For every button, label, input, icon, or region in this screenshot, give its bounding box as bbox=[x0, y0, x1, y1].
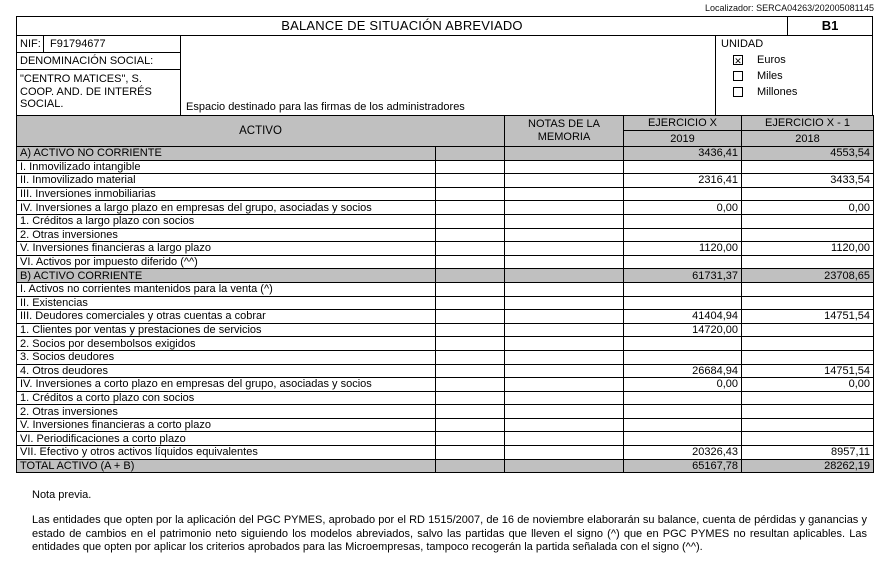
activo-label-cell: TOTAL ACTIVO (A + B) bbox=[17, 459, 436, 473]
table-row bbox=[17, 214, 874, 228]
table-row bbox=[17, 446, 874, 460]
value-2018-cell[interactable]: 14751,54 bbox=[742, 364, 874, 378]
unidad-millones-checkbox[interactable] bbox=[733, 87, 743, 97]
notas-memoria-cell[interactable] bbox=[505, 214, 624, 228]
activo-label-cell: 4. Otros deudores bbox=[17, 364, 436, 378]
column-header-ejercicio-x1: EJERCICIO X - 1 bbox=[742, 116, 874, 131]
code-cell bbox=[436, 337, 505, 351]
code-cell bbox=[436, 310, 505, 324]
value-2018-cell[interactable]: 0,00 bbox=[742, 378, 874, 392]
unidad-options bbox=[721, 54, 872, 98]
value-2018-cell[interactable]: 14751,54 bbox=[742, 310, 874, 324]
unidad-option-millones bbox=[733, 86, 872, 98]
year-x: 2019 bbox=[624, 131, 742, 147]
value-2018-cell[interactable]: 28262,19 bbox=[742, 459, 874, 473]
code-cell bbox=[436, 432, 505, 446]
unidad-option-miles bbox=[733, 70, 872, 82]
code-cell bbox=[436, 296, 505, 310]
unidad-millones-label: Millones bbox=[757, 86, 798, 98]
value-2019-cell[interactable]: 2316,41 bbox=[624, 174, 742, 188]
value-2019-cell[interactable] bbox=[624, 228, 742, 242]
value-2019-cell[interactable]: 20326,43 bbox=[624, 446, 742, 460]
table-row bbox=[17, 310, 874, 324]
note-title: Nota previa. bbox=[32, 489, 92, 502]
value-2018-cell[interactable] bbox=[742, 187, 874, 201]
note-body: Las entidades que opten por la aplicación del PGC PYMES, aprobado por el RD 1515/2007, de 16 de noviembre elaborarán su balance, cuenta de pérdidas y ganancias y estado de cambios en el patrimonio neto siguiendo los modelos abreviados, salvo las partidas que lleven el signo (^) que en PGC PYMES no resultan aplicables. Las entidades que opten por aplicar los criterios aprobados para las Microempresas, tampoco recogerán la partida señalada con el signo (^^). bbox=[32, 514, 867, 554]
value-2019-cell[interactable] bbox=[624, 337, 742, 351]
notas-memoria-cell[interactable] bbox=[505, 160, 624, 174]
value-2018-cell[interactable] bbox=[742, 350, 874, 364]
table-row bbox=[17, 147, 874, 161]
notas-memoria-cell[interactable] bbox=[505, 364, 624, 378]
value-2018-cell[interactable] bbox=[742, 337, 874, 351]
code-cell bbox=[436, 446, 505, 460]
value-2018-cell[interactable] bbox=[742, 432, 874, 446]
unidad-miles-label: Miles bbox=[757, 70, 783, 82]
value-2019-cell[interactable]: 65167,78 bbox=[624, 459, 742, 473]
value-2018-cell[interactable] bbox=[742, 228, 874, 242]
nif-row bbox=[17, 36, 180, 53]
unidad-miles-checkbox[interactable] bbox=[733, 71, 743, 81]
value-2018-cell[interactable]: 23708,65 bbox=[742, 269, 874, 283]
code-cell bbox=[436, 242, 505, 256]
activo-label-cell: II. Existencias bbox=[17, 296, 436, 310]
activo-label-cell: VII. Efectivo y otros activos líquidos equivalentes bbox=[17, 446, 436, 460]
activo-label-cell: III. Inversiones inmobiliarias bbox=[17, 187, 436, 201]
unidad-option-euros bbox=[733, 54, 872, 66]
table-header-row bbox=[17, 116, 874, 131]
code-cell bbox=[436, 323, 505, 337]
table-row bbox=[17, 242, 874, 256]
value-2019-cell[interactable]: 61731,37 bbox=[624, 269, 742, 283]
table-row bbox=[17, 323, 874, 337]
code-cell bbox=[436, 214, 505, 228]
value-2019-cell[interactable]: 1120,00 bbox=[624, 242, 742, 256]
notas-memoria-cell[interactable] bbox=[505, 337, 624, 351]
table-row bbox=[17, 350, 874, 364]
denominacion-value-field[interactable]: "CENTRO MATICES", S. COOP. AND. DE INTERÉS SOCIAL. bbox=[20, 73, 152, 110]
value-2019-cell[interactable] bbox=[624, 350, 742, 364]
value-2018-cell[interactable] bbox=[742, 405, 874, 419]
table-row bbox=[17, 255, 874, 269]
notas-memoria-cell[interactable] bbox=[505, 228, 624, 242]
column-header-ejercicio-x: EJERCICIO X bbox=[624, 116, 742, 131]
balance-table bbox=[16, 115, 874, 473]
activo-label-cell: VI. Periodificaciones a corto plazo bbox=[17, 432, 436, 446]
table-row bbox=[17, 337, 874, 351]
code-cell bbox=[436, 187, 505, 201]
value-2018-cell[interactable]: 0,00 bbox=[742, 201, 874, 215]
value-2018-cell[interactable]: 4553,54 bbox=[742, 147, 874, 161]
table-row bbox=[17, 201, 874, 215]
notas-memoria-cell[interactable] bbox=[505, 405, 624, 419]
table-row bbox=[17, 228, 874, 242]
code-cell bbox=[436, 350, 505, 364]
unidad-box bbox=[715, 36, 872, 115]
code-cell bbox=[436, 269, 505, 283]
value-2018-cell[interactable] bbox=[742, 282, 874, 296]
notas-memoria-cell[interactable] bbox=[505, 255, 624, 269]
activo-label-cell: V. Inversiones financieras a largo plazo bbox=[17, 242, 436, 256]
code-cell bbox=[436, 160, 505, 174]
unidad-euros-label: Euros bbox=[757, 54, 786, 66]
code-cell bbox=[436, 405, 505, 419]
unidad-label: UNIDAD bbox=[721, 38, 764, 50]
value-2018-cell[interactable]: 3433,54 bbox=[742, 174, 874, 188]
page-title: BALANCE DE SITUACIÓN ABREVIADO bbox=[281, 18, 523, 33]
value-2019-cell[interactable] bbox=[624, 255, 742, 269]
signature-note: Espacio destinado para las firmas de los administradores bbox=[186, 101, 465, 113]
activo-label-cell: 1. Créditos a corto plazo con socios bbox=[17, 391, 436, 405]
notas-memoria-cell[interactable] bbox=[505, 174, 624, 188]
notas-memoria-cell[interactable] bbox=[505, 296, 624, 310]
table-row bbox=[17, 174, 874, 188]
localizador bbox=[0, 0, 879, 16]
activo-label-cell: B) ACTIVO CORRIENTE bbox=[17, 269, 436, 283]
code-cell bbox=[436, 174, 505, 188]
table-row bbox=[17, 160, 874, 174]
notas-memoria-cell[interactable] bbox=[505, 147, 624, 161]
balance-form-sheet bbox=[16, 16, 873, 555]
table-row bbox=[17, 187, 874, 201]
table-row bbox=[17, 391, 874, 405]
notas-memoria-cell[interactable] bbox=[505, 446, 624, 460]
value-2018-cell[interactable] bbox=[742, 214, 874, 228]
table-row bbox=[17, 459, 874, 473]
denominacion-label: DENOMINACIÓN SOCIAL: bbox=[17, 53, 180, 70]
value-2019-cell[interactable] bbox=[624, 160, 742, 174]
notas-memoria-cell[interactable] bbox=[505, 378, 624, 392]
notas-memoria-cell[interactable] bbox=[505, 269, 624, 283]
table-row bbox=[17, 405, 874, 419]
notas-memoria-cell[interactable] bbox=[505, 418, 624, 432]
notas-memoria-cell[interactable] bbox=[505, 350, 624, 364]
activo-label-cell: A) ACTIVO NO CORRIENTE bbox=[17, 147, 436, 161]
value-2019-cell[interactable] bbox=[624, 214, 742, 228]
year-x1: 2018 bbox=[742, 131, 874, 147]
value-2019-cell[interactable]: 0,00 bbox=[624, 378, 742, 392]
value-2018-cell[interactable]: 8957,11 bbox=[742, 446, 874, 460]
code-cell bbox=[436, 282, 505, 296]
notas-memoria-cell[interactable] bbox=[505, 242, 624, 256]
value-2018-cell[interactable] bbox=[742, 255, 874, 269]
notas-memoria-cell[interactable] bbox=[505, 323, 624, 337]
footer-notes bbox=[32, 489, 867, 555]
activo-label-cell: 2. Otras inversiones bbox=[17, 228, 436, 242]
table-row bbox=[17, 269, 874, 283]
code-cell bbox=[436, 201, 505, 215]
value-2019-cell[interactable]: 41404,94 bbox=[624, 310, 742, 324]
code-cell bbox=[436, 459, 505, 473]
value-2019-cell[interactable] bbox=[624, 418, 742, 432]
activo-label-cell: III. Deudores comerciales y otras cuentas a cobrar bbox=[17, 310, 436, 324]
value-2019-cell[interactable]: 26684,94 bbox=[624, 364, 742, 378]
nif-value-field[interactable]: F91794677 bbox=[50, 38, 106, 50]
column-header-activo: ACTIVO bbox=[17, 116, 505, 147]
table-row bbox=[17, 418, 874, 432]
table-row bbox=[17, 364, 874, 378]
value-2018-cell[interactable] bbox=[742, 296, 874, 310]
form-code-badge: B1 bbox=[787, 17, 872, 35]
unidad-euros-checkbox[interactable]: ✕ bbox=[734, 56, 742, 66]
value-2018-cell[interactable] bbox=[742, 323, 874, 337]
activo-label-cell: V. Inversiones financieras a corto plazo bbox=[17, 418, 436, 432]
code-cell bbox=[436, 255, 505, 269]
value-2019-cell[interactable] bbox=[624, 296, 742, 310]
title-bar bbox=[16, 16, 873, 36]
activo-label-cell: 2. Socios por desembolsos exigidos bbox=[17, 337, 436, 351]
value-2019-cell[interactable] bbox=[624, 391, 742, 405]
notas-memoria-cell[interactable] bbox=[505, 310, 624, 324]
activo-label-cell: I. Activos no corrientes mantenidos para la venta (^) bbox=[17, 282, 436, 296]
notas-label: NOTAS DE LA MEMORIA bbox=[528, 118, 600, 143]
code-cell bbox=[436, 228, 505, 242]
nif-label: NIF: bbox=[17, 36, 44, 52]
notas-memoria-cell[interactable] bbox=[505, 282, 624, 296]
value-2019-cell[interactable]: 0,00 bbox=[624, 201, 742, 215]
table-row bbox=[17, 296, 874, 310]
activo-label-cell: 3. Socios deudores bbox=[17, 350, 436, 364]
header-block bbox=[16, 36, 873, 115]
value-2019-cell[interactable] bbox=[624, 282, 742, 296]
code-cell bbox=[436, 418, 505, 432]
localizador-value: SERCA04263/202005081145 bbox=[756, 3, 874, 13]
value-2019-cell[interactable] bbox=[624, 187, 742, 201]
notas-memoria-cell[interactable] bbox=[505, 391, 624, 405]
value-2018-cell[interactable] bbox=[742, 418, 874, 432]
activo-label-cell: I. Inmovilizado intangible bbox=[17, 160, 436, 174]
activo-label-cell: 1. Clientes por ventas y prestaciones de servicios bbox=[17, 323, 436, 337]
table-row bbox=[17, 282, 874, 296]
activo-label-cell: 1. Créditos a largo plazo con socios bbox=[17, 214, 436, 228]
value-2019-cell[interactable]: 3436,41 bbox=[624, 147, 742, 161]
code-cell bbox=[436, 147, 505, 161]
value-2018-cell[interactable]: 1120,00 bbox=[742, 242, 874, 256]
activo-label-cell: 2. Otras inversiones bbox=[17, 405, 436, 419]
code-cell bbox=[436, 364, 505, 378]
activo-label-cell: II. Inmovilizado material bbox=[17, 174, 436, 188]
code-cell bbox=[436, 391, 505, 405]
activo-label-cell: IV. Inversiones a corto plazo en empresas del grupo, asociadas y socios bbox=[17, 378, 436, 392]
value-2019-cell[interactable]: 14720,00 bbox=[624, 323, 742, 337]
notas-memoria-cell[interactable] bbox=[505, 459, 624, 473]
notas-memoria-cell[interactable] bbox=[505, 432, 624, 446]
value-2018-cell[interactable] bbox=[742, 391, 874, 405]
value-2018-cell[interactable] bbox=[742, 160, 874, 174]
table-row bbox=[17, 378, 874, 392]
notas-memoria-cell[interactable] bbox=[505, 201, 624, 215]
entity-info-column bbox=[17, 36, 181, 115]
table-row bbox=[17, 432, 874, 446]
activo-label-cell: IV. Inversiones a largo plazo en empresas del grupo, asociadas y socios bbox=[17, 201, 436, 215]
activo-label-cell: VI. Activos por impuesto diferido (^^) bbox=[17, 255, 436, 269]
code-cell bbox=[436, 378, 505, 392]
signature-area bbox=[181, 36, 715, 115]
notas-memoria-cell[interactable] bbox=[505, 187, 624, 201]
column-header-notas bbox=[505, 116, 624, 147]
value-2019-cell[interactable] bbox=[624, 432, 742, 446]
value-2019-cell[interactable] bbox=[624, 405, 742, 419]
localizador-label: Localizador: bbox=[705, 3, 754, 13]
